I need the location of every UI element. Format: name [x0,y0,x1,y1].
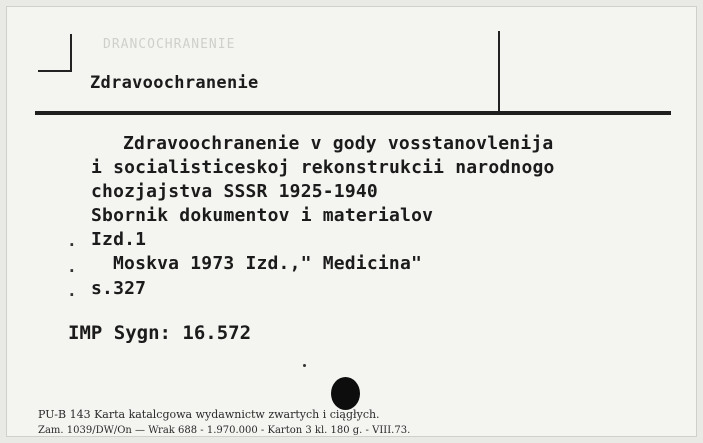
title-line-1: Zdravoochranenie v gody vosstanovlenija [123,133,554,154]
punch-hole [331,377,360,410]
catalog-card [6,6,697,437]
corner-mark-vertical [70,34,72,72]
imprint-line: Moskva 1973 Izd.," Medicina" [113,253,423,274]
corner-mark-horizontal [38,70,72,72]
bullet-mark: . [67,257,77,276]
title-line-2: i socialisticeskoj rekonstrukcii narodnogo [91,157,555,178]
header-rule [35,111,671,115]
footer-line-1: PU-B 143 Karta katalcgowa wydawnictw zwartych i ciągłych. [38,408,380,421]
bullet-mark: . [67,281,77,300]
title-line-3: chozjajstva SSSR 1925-1940 [91,181,378,202]
footer-line-2: Zam. 1039/DW/On — Wrak 688 - 1.970.000 - Karton 3 kl. 180 g. - VIII.73. [38,425,411,436]
bullet-mark: . [67,231,77,250]
speck [303,364,306,367]
pages-line: s.327 [91,278,147,299]
card-heading: Zdravoochranenie [90,73,259,93]
shelf-signature: IMP Sygn: 16.572 [68,322,252,344]
title-line-4: Sbornik dokumentov i materialov [91,205,434,226]
header-divider-vertical [498,31,500,113]
faded-header-text: DRANCOCHRANENIE [103,37,236,52]
edition-line: Izd.1 [91,229,147,250]
